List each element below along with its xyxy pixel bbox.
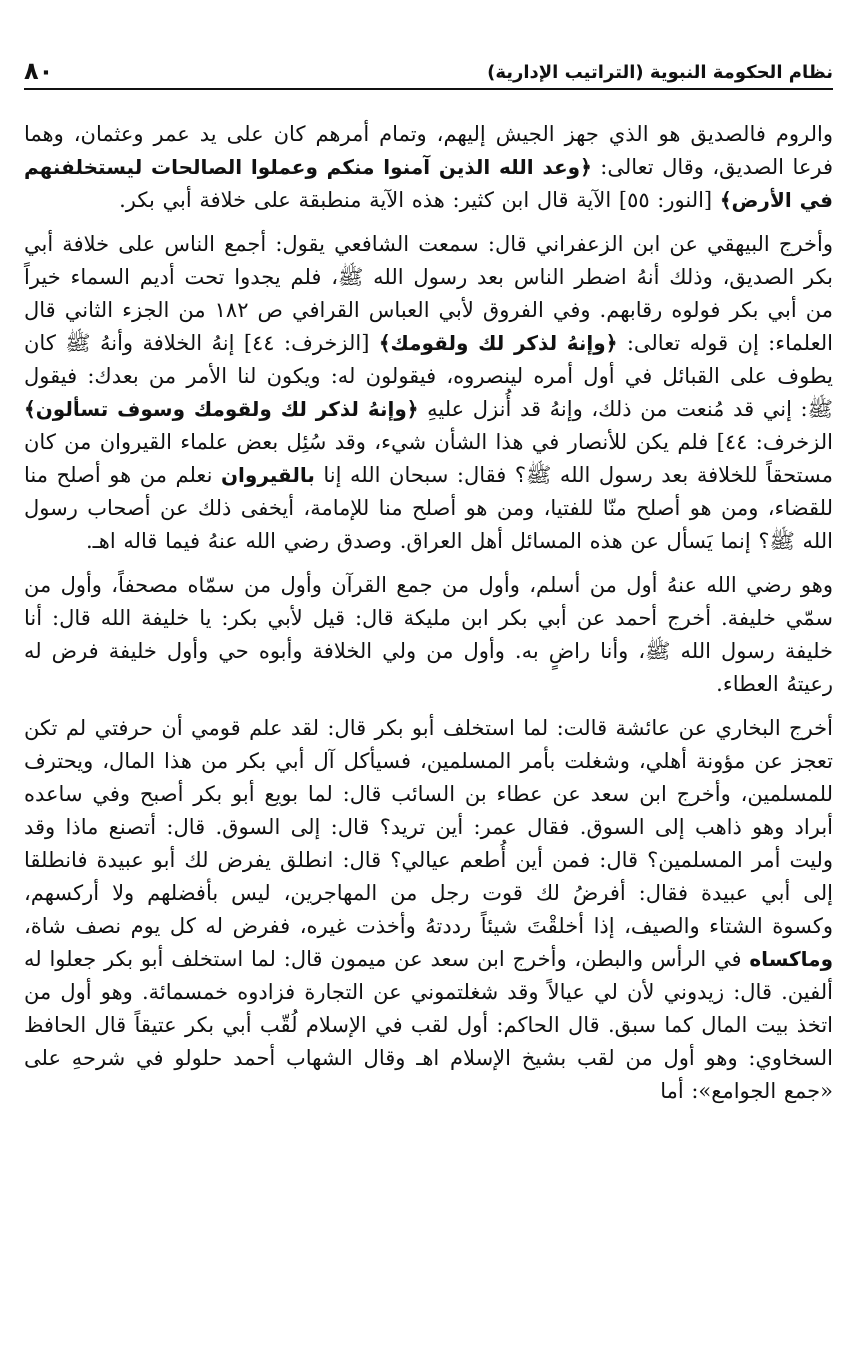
text-segment: الزخرف: ٤٤] فلم يكن للأنصار في هذا الشأن شيء، وقد سُئِل بعض علماء القيروان من كان مستحقاً للخلافة بعد رسول الله ﷺ؟ فقال: سبحان الله إنا xyxy=(24,430,833,487)
running-title: نظام الحكومة النبوية (التراتيب الإدارية) xyxy=(487,62,833,83)
quran-quote: ﴿وإنهُ لذكر لك ولقومك وسوف تسألون﴾ xyxy=(24,397,419,421)
paragraph-4 xyxy=(24,712,833,1108)
text-segment: وهو رضي الله عنهُ أول من أسلم، وأول من جمع القرآن وأول من سمّاه مصحفاً، وأول من سمّي خليفة. أخرج أحمد عن أبي بكر ابن مليكة قال: قيل لأبي بكر: يا خليفة الله قال: أنا خليفة رسول الله ﷺ، وأنا راضٍ به. وأول من ولي الخلافة وأبوه حي وأول خليفة فرض له رعيتهُ العطاء. xyxy=(24,573,833,696)
bold-term: وماكساه xyxy=(749,947,833,971)
text-segment: والروم فالصديق هو الذي جهز الجيش إليهم، وتمام أمرهم كان على يد عمر وعثمان، وهما فرعا الصديق، وقال تعالى: xyxy=(24,122,834,179)
page-number: ٨٠ xyxy=(24,57,54,85)
text-segment: [الزخرف: ٤٤] إنهُ الخلافة وأنهُ ﷺ كان يطوف على القبائل في أول أمره لينصروه، فيقولون له: ويكون لنا الأمر من بعدك: فيقول ﷺ: إني قد مُنعت من ذلك، وإنهُ قد أُنزل عليهِ xyxy=(24,331,834,421)
text-segment: [النور: ٥٥] الآية قال ابن كثير: هذه الآية منطبقة على خلافة أبي بكر. xyxy=(119,188,720,212)
text-segment: نعلم من هو أصلح منا للقضاء، ومن هو أصلح منّا للفتيا، ومن هو أصلح منا للإمامة، أيخفى ذلك عن أصحاب رسول الله ﷺ؟ إنما يَسأل عن هذه المسائل أهل العراق. وصدق رضي الله عنهُ فيما قاله اهـ. xyxy=(24,463,833,553)
page-header xyxy=(24,52,833,90)
text-segment: أخرج البخاري عن عائشة قالت: لما استخلف أبو بكر قال: لقد علم قومي أن حرفتي لم تكن تعجز عن مؤونة أهلي، وشغلت بأمر المسلمين، فسيأكل آل أبي بكر من هذا المال، ويحترف للمسلمين، وأخرج ابن سعد عن عطاء بن السائب قال: لما بويع أبو بكر أصبح وفي ساعده أبراد وهو ذاهب إلى السوق. فقال عمر: أين تريد؟ قال: إلى السوق. قال: أتصنع ماذا وقد وليت أمر المسلمين؟ قال: فمن أين أُطعم عيالي؟ قال: انطلق يفرض لك أبو عبيدة فانطلقا إلى أبي عبيدة فقال: أفرضُ لك قوت رجل من المهاجرين، ليس بأفضلهم ولا أركسهم، وكسوة الشتاء والصيف، إذا أخلقْتَ شيئاً رددتهُ وأخذت غيره، ففرض له كل يوم نصف شاة، xyxy=(24,716,833,938)
paragraph-2 xyxy=(24,228,833,558)
bold-term: بالقيروان xyxy=(220,463,315,487)
body-text xyxy=(24,118,833,1108)
text-segment: وأخرج البيهقي عن ابن الزعفراني قال: سمعت الشافعي يقول: أجمع الناس على خلافة أبي بكر الصديق، وذلك أنهُ اضطر الناس بعد رسول الله ﷺ، فلم يجدوا تحت أديم السماء خيراً من أبي بكر فولوه رقابهم. وفي الفروق لأبي العباس القرافي ص ١٨٢ من الجزء الثاني قال العلماء: إن قوله تعالى: xyxy=(24,232,834,355)
quran-quote: ﴿وإنهُ لذكر لك ولقومك﴾ xyxy=(378,331,618,355)
paragraph-1 xyxy=(24,118,833,217)
quran-quote: ﴿وعد الله الذين آمنوا منكم وعملوا الصالحات ليستخلفنهم في الأرض﴾ xyxy=(24,155,833,212)
paragraph-3 xyxy=(24,569,833,701)
text-segment: في الرأس والبطن، وأخرج ابن سعد عن ميمون قال: لما استخلف أبو بكر جعلوا له ألفين. قال: زيدوني لأن لي عيالاً وقد شغلتموني عن التجارة فزادوه خمسمائة. وهو أول من اتخذ بيت المال كما سبق. قال الحاكم: أول لقب في الإسلام لُقّب أبي بكر عتيقاً قال الحافظ السخاوي: وهو أول من لقب بشيخ الإسلام اهـ وقال الشهاب أحمد حلولو في شرحهِ على «جمع الجوامع»: أما xyxy=(24,947,833,1103)
